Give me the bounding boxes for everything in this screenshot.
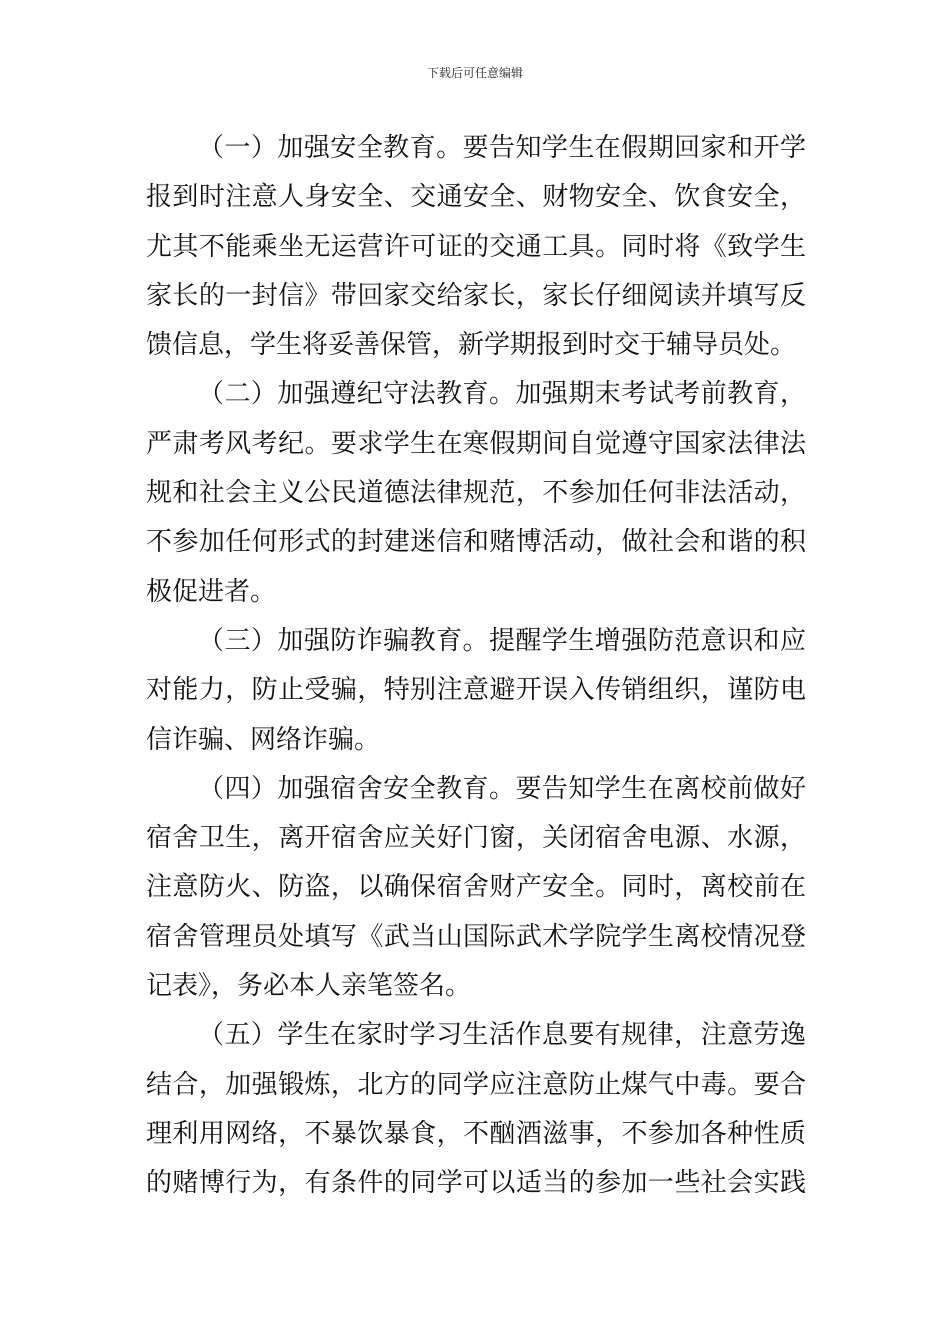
paragraph-dormitory-safety: （四）加强宿舍安全教育。要告知学生在离校前做好宿舍卫生，离开宿舍应关好门窗，关闭宿舍电源、水源，注意防火、防盗，以确保宿舍财产安全。同时，离校前在宿舍管理员处填写《武当山国际武术学院学生离校情况登记表》，务必本人亲笔签名。: [146, 773, 806, 1002]
paragraph-anti-fraud-education: （三）加强防诈骗教育。提醒学生增强防范意识和应对能力，防止受骗，特别注意避开误入传销组织，谨防电信诈骗、网络诈骗。: [146, 625, 806, 755]
paragraph-safety-education: （一）加强安全教育。要告知学生在假期回家和开学报到时注意人身安全、交通安全、财物安全、饮食安全，尤其不能乘坐无运营许可证的交通工具。同时将《致学生家长的一封信》带回家交给家长，家长仔细阅读并填写反馈信息，学生将妥善保管，新学期报到时交于辅导员处。: [146, 133, 806, 361]
paragraph-law-education: （二）加强遵纪守法教育。加强期末考试考前教育，严肃考风考纪。要求学生在寒假期间自觉遵守国家法律法规和社会主义公民道德法律规范，不参加任何非法活动，不参加任何形式的封建迷信和赌博活动，做社会和谐的积极促进者。: [146, 379, 806, 607]
page-header: 下载后可任意编辑: [426, 66, 523, 80]
document-body: [146, 124, 806, 1209]
paragraph-home-life: （五）学生在家时学习生活作息要有规律，注意劳逸结合，加强锻炼，北方的同学应注意防止煤气中毒。要合理利用网络，不暴饮暴食，不酗酒滋事，不参加各种性质的赌博行为，有条件的同学可以适当的参加一些社会实践: [146, 1020, 806, 1199]
